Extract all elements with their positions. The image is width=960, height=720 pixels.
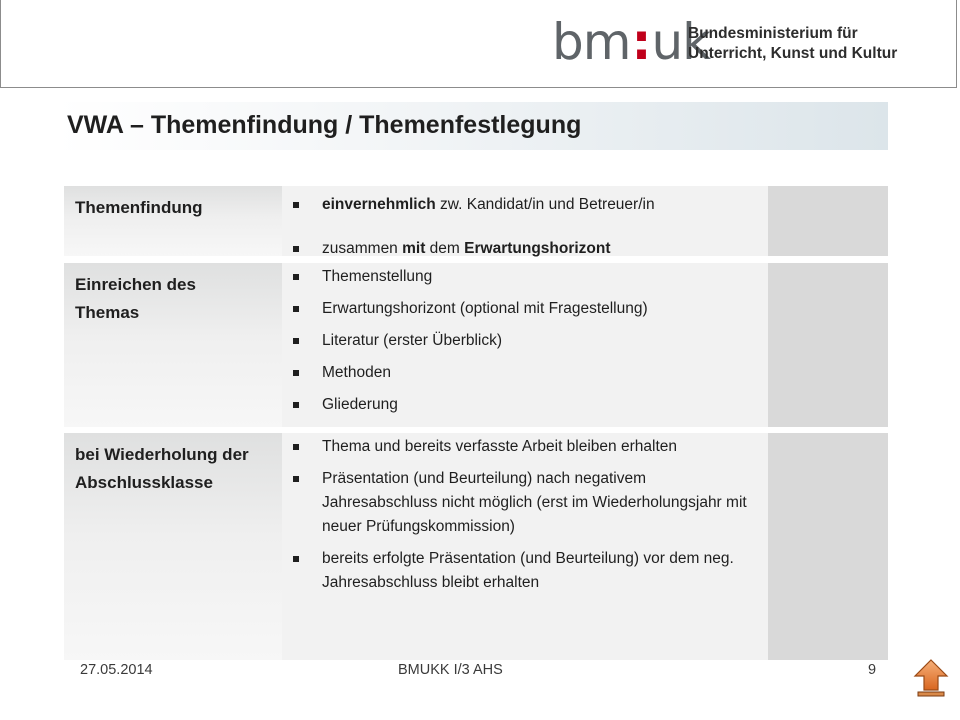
footer-center: BMUKK I/3 AHS xyxy=(398,662,503,678)
row-content-cell xyxy=(282,263,768,427)
bullet-item xyxy=(282,467,768,539)
logo-mark: bm:uk xyxy=(552,13,711,71)
row-right-cell xyxy=(768,263,888,427)
bullet-square-icon xyxy=(293,306,299,312)
bullet-square-icon xyxy=(293,202,299,208)
row-label: Themenfindung xyxy=(75,198,203,217)
bullet-text: Präsentation (und Beurteilung) nach negativem Jahresabschluss nicht möglich (erst im Wiederholungsjahr mit neuer Prüfungskommission) xyxy=(322,470,747,535)
bullet-item xyxy=(282,361,768,385)
bullet-list xyxy=(282,193,768,261)
row-content-cell xyxy=(282,186,768,256)
bullet-text: Literatur (erster Überblick) xyxy=(322,332,503,349)
bullet-text: bereits erfolgte Präsentation (und Beurteilung) vor dem neg. Jahresabschluss bleibt erhalten xyxy=(322,550,734,591)
bullet-list xyxy=(282,435,768,595)
row-label: bei Wiederholung der Abschlussklasse xyxy=(75,445,249,492)
bullet-square-icon xyxy=(293,444,299,450)
bullet-item xyxy=(282,297,768,321)
bullet-square-icon xyxy=(293,556,299,562)
bullet-text: Methoden xyxy=(322,364,391,381)
bullet-text: Erwartungshorizont (optional mit Fragestellung) xyxy=(322,300,648,317)
bullet-text: zw. Kandidat/in und Betreuer/in xyxy=(435,196,655,213)
bullet-text: Thema und bereits verfasste Arbeit bleiben erhalten xyxy=(322,438,677,455)
bullet-square-icon xyxy=(293,274,299,280)
bullet-item xyxy=(282,265,768,289)
row-label-cell xyxy=(64,263,282,427)
bmukk-logo xyxy=(552,13,898,72)
row-content-cell xyxy=(282,433,768,660)
page-number: 9 xyxy=(868,662,877,678)
bullet-square-icon xyxy=(293,402,299,408)
bullet-list xyxy=(282,265,768,417)
bullet-square-icon xyxy=(293,338,299,344)
bullet-item xyxy=(282,393,768,417)
table-row-wiederholung xyxy=(64,433,888,660)
bullet-square-icon xyxy=(293,370,299,376)
table-row-einreichen xyxy=(64,263,888,427)
bullet-text: Themenstellung xyxy=(322,268,433,285)
bullet-text: Gliederung xyxy=(322,396,398,413)
bullet-item xyxy=(282,329,768,353)
bullet-text: dem xyxy=(425,240,465,257)
row-label: Einreichen des Themas xyxy=(75,275,196,322)
home-arrow-up-icon[interactable] xyxy=(913,658,949,698)
footer-date: 27.05.2014 xyxy=(80,662,153,678)
bullet-text: einvernehmlich xyxy=(322,196,436,213)
title-bar xyxy=(57,102,888,150)
bullet-text: zusammen xyxy=(322,240,403,257)
row-right-cell xyxy=(768,186,888,256)
bullet-square-icon xyxy=(293,476,299,482)
bullet-text: Erwartungshorizont xyxy=(464,240,611,257)
row-label-cell xyxy=(64,186,282,256)
bullet-text: mit xyxy=(402,240,426,257)
bullet-item xyxy=(282,547,768,595)
bullet-item xyxy=(282,193,768,217)
bullet-item xyxy=(282,435,768,459)
slide-title: VWA – Themenfindung / Themenfestlegung xyxy=(67,111,582,139)
row-label-cell xyxy=(64,433,282,660)
bullet-item xyxy=(282,237,768,261)
logo-text: Bundesministerium für Unterricht, Kunst und Kultur xyxy=(688,25,898,62)
bullet-square-icon xyxy=(293,246,299,252)
row-right-cell xyxy=(768,433,888,660)
table-row-themenfindung xyxy=(64,186,888,256)
